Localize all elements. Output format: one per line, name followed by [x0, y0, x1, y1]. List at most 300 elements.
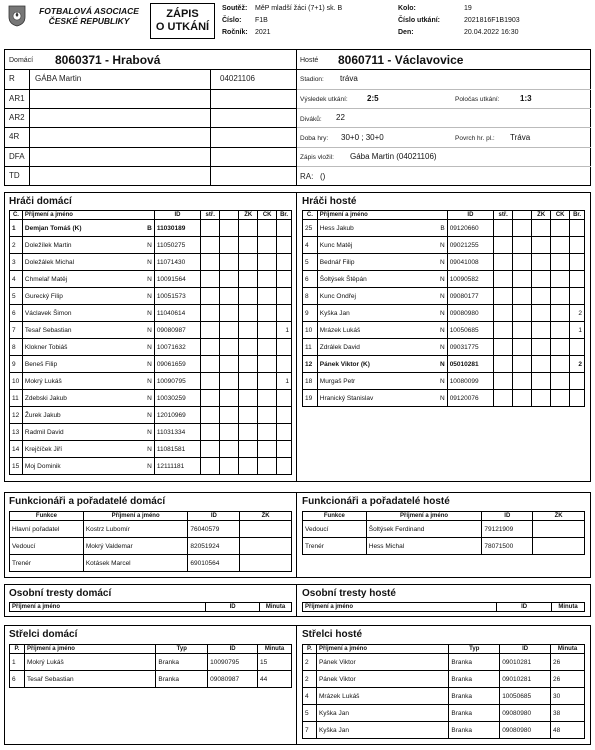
povrch-label: Povrch hr. pl.: [455, 135, 495, 142]
official-function: Vedoucí [303, 521, 367, 538]
zk-cell [239, 305, 258, 322]
player-row [303, 237, 585, 254]
goals-cell [277, 441, 292, 458]
goals-cell: 1 [570, 322, 585, 339]
col-id: ID [154, 211, 200, 220]
stridani-cell [201, 271, 220, 288]
player-name: Tesař Sebastian [24, 326, 72, 334]
player-name-cell [317, 356, 447, 373]
goals-cell [277, 305, 292, 322]
goals-cell [570, 288, 585, 305]
player-name-cell [317, 322, 447, 339]
scorer-p: 1 [10, 654, 25, 671]
col-id: ID [447, 211, 493, 220]
zk-cell [239, 356, 258, 373]
zk-cell [239, 322, 258, 339]
zk-cell [532, 271, 551, 288]
stridani-cell [494, 356, 513, 373]
player-id: 11040614 [154, 305, 200, 322]
hoste-label: Hosté [300, 57, 319, 64]
player-position: B [147, 224, 152, 232]
official-id: 76040579 [188, 521, 240, 538]
rocnik-value: 2021 [255, 29, 271, 36]
col-ck: ČK [551, 211, 570, 220]
player-id: 11031334 [154, 424, 200, 441]
scorer-type: Branka [449, 654, 500, 671]
stridani-cell [494, 220, 513, 237]
col-minuta: Minuta [552, 603, 585, 612]
player-name-cell [317, 254, 447, 271]
goals-cell: 1 [277, 322, 292, 339]
ra-label: RA: [300, 172, 314, 181]
player-name: Moj Dominik [24, 462, 61, 470]
player-id: 09080987 [154, 322, 200, 339]
zk-cell [239, 424, 258, 441]
player-position: N [147, 428, 152, 436]
zk-cell [532, 339, 551, 356]
kolo-label: Kolo: [398, 5, 416, 12]
empty-cell [220, 424, 239, 441]
empty-cell [220, 271, 239, 288]
ck-cell [258, 373, 277, 390]
home-tresty-table [9, 602, 292, 612]
player-name-cell [22, 390, 154, 407]
player-id: 11071430 [154, 254, 200, 271]
player-row [303, 322, 585, 339]
stridani-cell [494, 339, 513, 356]
scorer-minute: 15 [258, 654, 292, 671]
scorer-type: Branka [156, 671, 208, 688]
player-id: 10050685 [447, 322, 493, 339]
scorer-type: Branka [156, 654, 208, 671]
empty-cell [220, 407, 239, 424]
scorer-row [303, 705, 585, 722]
scorer-p: 7 [303, 722, 317, 739]
empty-cell [513, 339, 532, 356]
ck-cell [258, 356, 277, 373]
goals-cell [277, 271, 292, 288]
goals-cell [277, 458, 292, 475]
stridani-cell [201, 288, 220, 305]
ck-cell [551, 220, 570, 237]
away-strelci-table [302, 644, 585, 739]
player-id: 09120076 [447, 390, 493, 407]
player-name: Kyška Jan [319, 309, 350, 317]
col-funkce: Funkce [10, 512, 84, 521]
player-position: N [439, 309, 445, 317]
den-label: Den: [398, 29, 414, 36]
col-str: stř. [201, 211, 220, 220]
referee-id: 04021106 [220, 74, 255, 83]
ar2-label: AR2 [9, 113, 25, 122]
official-name: Kotásek Marcel [83, 555, 188, 572]
home-func-table [9, 511, 292, 572]
ck-cell [258, 407, 277, 424]
stridani-cell [494, 373, 513, 390]
player-number: 7 [10, 322, 23, 339]
player-name-cell [317, 288, 447, 305]
ck-cell [551, 305, 570, 322]
ck-cell [551, 288, 570, 305]
player-row [10, 271, 292, 288]
home-strelci-table [9, 644, 292, 688]
player-position: N [147, 411, 152, 419]
player-id: 10091564 [154, 271, 200, 288]
player-row [303, 390, 585, 407]
zk-cell [532, 288, 551, 305]
player-position: N [147, 360, 152, 368]
scorer-id: 09010281 [500, 671, 551, 688]
home-players-table [9, 210, 292, 475]
player-number: 6 [10, 305, 23, 322]
cislo-utkani-value: 2021816F1B1903 [464, 17, 520, 24]
empty-cell [513, 373, 532, 390]
soutez-label: Soutěž: [222, 5, 248, 12]
player-row [10, 373, 292, 390]
zk-cell [532, 390, 551, 407]
official-row [303, 538, 585, 555]
player-name-cell [22, 322, 154, 339]
col-name: Příjmení a jméno [24, 645, 155, 654]
player-id: 10090795 [154, 373, 200, 390]
scorer-p: 5 [303, 705, 317, 722]
ck-cell [551, 390, 570, 407]
player-number: 9 [303, 305, 318, 322]
goals-cell [277, 407, 292, 424]
stridani-cell [201, 237, 220, 254]
player-id: 10051573 [154, 288, 200, 305]
dfa-label: DFA [9, 152, 25, 161]
col-name: Příjmení a jméno [303, 603, 497, 612]
col-id: ID [188, 512, 240, 521]
match-details-grid [297, 70, 591, 186]
soutez-value: MěP mladší žáci (7+1) sk. B [255, 5, 343, 12]
col-p: P. [303, 645, 317, 654]
player-position: B [440, 224, 445, 232]
scorer-name: Mokrý Lukáš [24, 654, 155, 671]
scorer-minute: 30 [551, 688, 585, 705]
player-row [303, 339, 585, 356]
home-func-title: Funkcionáři a pořadatelé domácí [9, 496, 166, 507]
player-row [10, 288, 292, 305]
player-name-cell [22, 339, 154, 356]
player-id: 12010969 [154, 407, 200, 424]
zk-cell [532, 322, 551, 339]
player-id: 11081581 [154, 441, 200, 458]
ck-cell [258, 390, 277, 407]
player-position: N [439, 360, 445, 368]
player-row [303, 220, 585, 237]
players-divider [296, 192, 297, 482]
player-name-cell [317, 390, 447, 407]
player-id: 09031775 [447, 339, 493, 356]
col-zk: ŽK [239, 211, 258, 220]
official-name: Hess Michal [366, 538, 482, 555]
stridani-cell [201, 305, 220, 322]
scorer-name: Pánek Viktor [316, 671, 448, 688]
player-number: 11 [10, 390, 23, 407]
zk-cell [239, 373, 258, 390]
player-position: N [147, 326, 152, 334]
player-id: 10071632 [154, 339, 200, 356]
zk-cell [239, 254, 258, 271]
player-position: N [439, 258, 445, 266]
player-position: N [147, 275, 152, 283]
divaku-value: 22 [336, 113, 345, 122]
player-number: 25 [303, 220, 318, 237]
player-row [10, 424, 292, 441]
goals-cell [570, 339, 585, 356]
scorer-minute: 48 [551, 722, 585, 739]
empty-cell [513, 254, 532, 271]
empty-cell [220, 254, 239, 271]
scorer-id: 09080980 [500, 722, 551, 739]
vlozil-label: Zápis vložil: [300, 154, 334, 161]
player-row [303, 288, 585, 305]
empty-cell [220, 356, 239, 373]
ck-cell [258, 339, 277, 356]
player-name-cell [22, 407, 154, 424]
zk-cell [532, 254, 551, 271]
goals-cell: 2 [570, 356, 585, 373]
stridani-cell [494, 288, 513, 305]
player-name: Zdrálek David [319, 343, 360, 351]
player-position: N [439, 292, 445, 300]
player-number: 8 [10, 339, 23, 356]
player-row [303, 271, 585, 288]
zk-cell [532, 356, 551, 373]
empty-cell [220, 220, 239, 237]
player-name-cell [22, 288, 154, 305]
ck-cell [258, 441, 277, 458]
player-name-cell [22, 356, 154, 373]
player-name: Radmil David [24, 428, 64, 436]
goals-cell [570, 373, 585, 390]
player-row [10, 458, 292, 475]
ck-cell [551, 356, 570, 373]
zk-cell [239, 390, 258, 407]
federation-name: FOTBALOVÁ ASOCIACE ČESKÉ REPUBLIKY [39, 6, 139, 26]
official-name: Šoltýsek Ferdinand [366, 521, 482, 538]
player-name-cell [317, 237, 447, 254]
goals-cell [570, 220, 585, 237]
polocas-label: Poločas utkání: [455, 96, 500, 103]
empty-cell [513, 220, 532, 237]
away-players-title: Hráči hosté [302, 196, 357, 207]
player-name: Hess Jakub [319, 224, 354, 232]
ck-cell [551, 254, 570, 271]
zk-cell [532, 373, 551, 390]
polocas-value: 1:3 [520, 94, 532, 103]
zk-cell [239, 220, 258, 237]
player-name-cell [22, 237, 154, 254]
ck-cell [258, 458, 277, 475]
rocnik-label: Ročník: [222, 29, 248, 36]
goals-cell [277, 390, 292, 407]
empty-cell [513, 305, 532, 322]
col-name: Příjmení a jméno [83, 512, 188, 521]
zk-cell [239, 271, 258, 288]
stridani-cell [201, 373, 220, 390]
player-name: Šoltýsek Štěpán [319, 275, 367, 283]
player-row [303, 254, 585, 271]
player-position: N [147, 241, 152, 249]
stridani-cell [201, 458, 220, 475]
scorer-type: Branka [449, 671, 500, 688]
scorer-row [303, 671, 585, 688]
empty-cell [513, 288, 532, 305]
away-func-table [302, 511, 585, 555]
player-row [10, 407, 292, 424]
col-cislo: Č. [10, 211, 23, 220]
den-value: 20.04.2022 16:30 [464, 29, 519, 36]
player-name: Krejčíček Jiří [24, 445, 63, 453]
goals-cell [277, 237, 292, 254]
scorer-id: 10090795 [208, 654, 258, 671]
player-name: Beneš Filip [24, 360, 58, 368]
scorer-row [10, 654, 292, 671]
zk-cell [532, 220, 551, 237]
vysledek-label: Výsledek utkání: [300, 96, 348, 103]
col-name: Příjmení a jméno [316, 645, 448, 654]
col-br: Br. [570, 211, 585, 220]
ra-value: () [320, 172, 326, 181]
scorer-id: 09080980 [500, 705, 551, 722]
scorer-type: Branka [449, 688, 500, 705]
player-name-cell [22, 458, 154, 475]
scorer-row [303, 688, 585, 705]
document-title [150, 3, 215, 39]
doba-value: 30+0 ; 30+0 [341, 133, 384, 142]
col-zk: ŽK [532, 211, 551, 220]
col-id: ID [482, 512, 533, 521]
official-zk [533, 521, 585, 538]
player-row [10, 441, 292, 458]
player-name: Gurecký Filip [24, 292, 63, 300]
player-number: 15 [10, 458, 23, 475]
player-number: 10 [303, 322, 318, 339]
ck-cell [258, 305, 277, 322]
empty-cell [513, 322, 532, 339]
official-name: Mokrý Valdemar [83, 538, 188, 555]
ck-cell [551, 339, 570, 356]
player-number: 6 [303, 271, 318, 288]
scorer-minute: 44 [258, 671, 292, 688]
player-name-cell [22, 305, 154, 322]
scorer-name: Pánek Viktor [316, 654, 448, 671]
player-position: N [439, 343, 445, 351]
player-number: 19 [303, 390, 318, 407]
scorer-id: 10050685 [500, 688, 551, 705]
empty-cell [220, 390, 239, 407]
player-name: Doležílek Martin [24, 241, 72, 249]
ck-cell [551, 237, 570, 254]
official-function: Trenér [10, 555, 84, 572]
scorer-minute: 26 [551, 654, 585, 671]
official-row [10, 521, 292, 538]
player-row [10, 305, 292, 322]
home-tresty-title: Osobní tresty domácí [9, 588, 112, 599]
goals-cell [277, 288, 292, 305]
scorer-name: Kyška Jan [316, 722, 448, 739]
vysledek-value: 2:5 [367, 94, 379, 103]
scorer-row [303, 654, 585, 671]
penalties-divider [296, 584, 297, 617]
away-func-title: Funkcionáři a pořadatelé hosté [302, 496, 450, 507]
away-tresty-title: Osobní tresty hosté [302, 588, 396, 599]
player-row [10, 339, 292, 356]
player-name-cell [22, 424, 154, 441]
scorer-type: Branka [449, 705, 500, 722]
empty-cell [220, 339, 239, 356]
vlozil-value: Gába Martin (04021106) [350, 152, 437, 161]
player-id: 09061659 [154, 356, 200, 373]
domaci-label: Domácí [9, 57, 34, 64]
empty-cell [513, 356, 532, 373]
player-id: 11050275 [154, 237, 200, 254]
player-name: Murgaš Petr [319, 377, 356, 385]
player-number: 2 [10, 237, 23, 254]
scorer-row [303, 722, 585, 739]
empty-cell [513, 390, 532, 407]
player-position: N [147, 445, 152, 453]
col-name: Příjmení a jméno [366, 512, 482, 521]
player-name: Hranický Stanislav [319, 394, 374, 402]
player-id: 09021255 [447, 237, 493, 254]
goals-cell [570, 271, 585, 288]
goals-cell [277, 220, 292, 237]
official-row [10, 555, 292, 572]
away-strelci-title: Střelci hosté [302, 629, 363, 640]
goals-cell [277, 254, 292, 271]
stridani-cell [201, 424, 220, 441]
player-row [10, 237, 292, 254]
player-number: 18 [303, 373, 318, 390]
scorer-p: 4 [303, 688, 317, 705]
scorer-p: 6 [10, 671, 25, 688]
official-function: Vedoucí [10, 538, 84, 555]
player-position: N [147, 343, 152, 351]
empty-cell [513, 237, 532, 254]
stridani-cell [201, 390, 220, 407]
r-label: R [9, 74, 15, 83]
zk-cell [239, 288, 258, 305]
player-name: Pánek Viktor (K) [319, 360, 370, 368]
player-number: 4 [303, 237, 318, 254]
zk-cell [239, 458, 258, 475]
divaku-label: Diváků: [300, 116, 322, 123]
col-typ: Typ [156, 645, 208, 654]
player-name-cell [317, 339, 447, 356]
col-minuta: Minuta [258, 645, 292, 654]
stridani-cell [201, 220, 220, 237]
official-name: Kostrz Lubomír [83, 521, 188, 538]
scorer-id: 09010281 [500, 654, 551, 671]
player-row [10, 220, 292, 237]
stadion-value: tráva [340, 74, 358, 83]
officials-divider [296, 492, 297, 578]
official-id: 69010564 [188, 555, 240, 572]
facr-logo-icon [8, 5, 26, 27]
kolo-value: 19 [464, 5, 472, 12]
td-label: TD [9, 171, 20, 180]
player-id: 10030259 [154, 390, 200, 407]
title-line-1: ZÁPIS [166, 8, 199, 20]
away-players-table [302, 210, 585, 407]
player-name-cell [317, 220, 447, 237]
official-row [303, 521, 585, 538]
scorer-p: 2 [303, 671, 317, 688]
